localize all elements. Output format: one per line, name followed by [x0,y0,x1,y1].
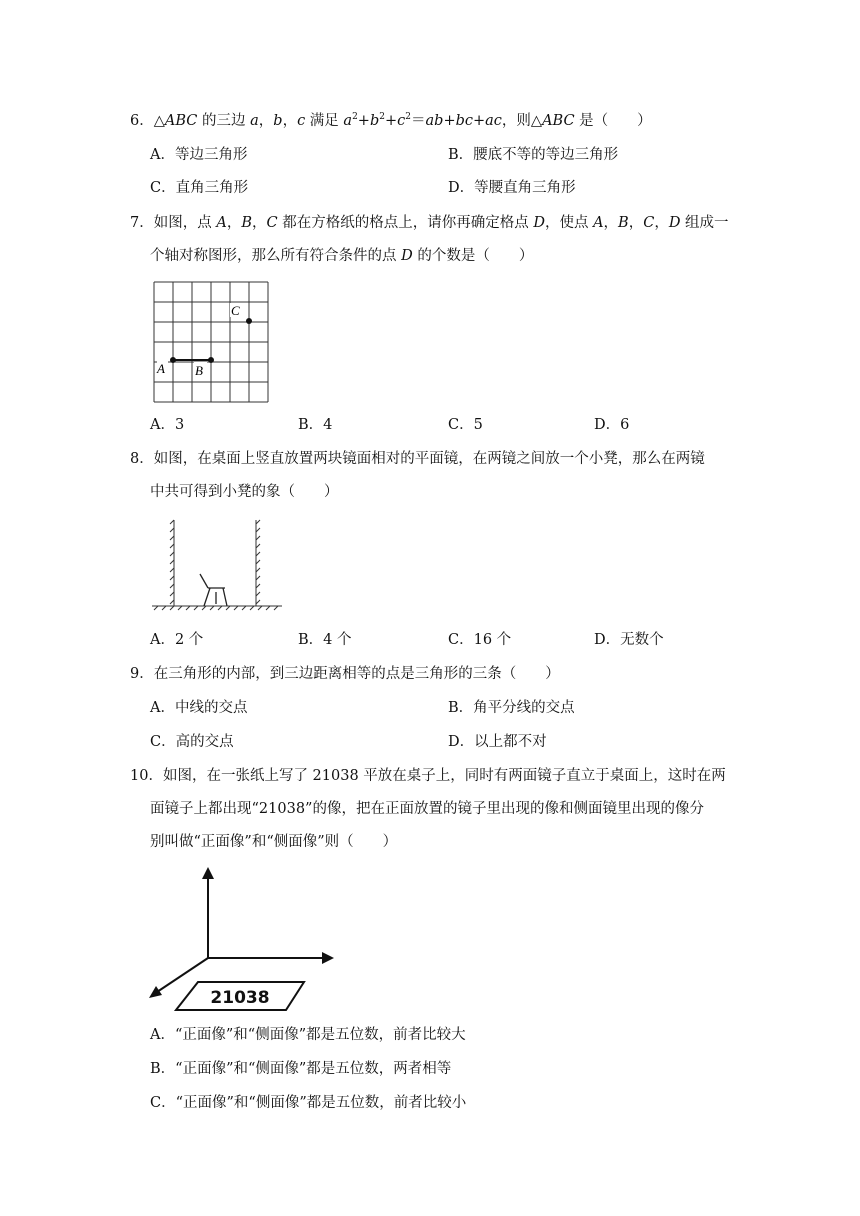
q9-option-a: A．中线的交点 [150,700,248,716]
label-b: B [195,363,203,378]
q7-option-b: B．4 [298,417,333,433]
q8-stem-line1: 8．如图，在桌面上竖直放置两块镜面相对的平面镜，在两镜之间放一个小凳，那么在两镜 [130,451,705,467]
label-c: C [231,303,240,318]
label-a: A [157,361,165,376]
q9-stem: 9．在三角形的内部，到三边距离相等的点是三角形的三条（ ） [130,666,560,682]
table-surface [152,606,282,610]
q8-option-c: C．16 个 [448,632,512,648]
q10-stem-line2: 面镜子上都出现“21038”的像，把在正面放置的镜子里出现的像和侧面镜里出现的像分 [150,801,704,817]
q6-option-b: B．腰底不等的等边三角形 [448,147,619,163]
q8-option-a: A．2 个 [150,632,204,648]
up-arrow-icon [202,867,214,879]
axes [154,874,326,994]
right-arrow-icon [322,952,334,964]
stool-icon [200,574,227,606]
q7-grid-figure [152,280,272,406]
q6-stem: 6．△ABC 的三边 a，b，c 满足 $a^2+b^2+c^2=ab+bc+ac$，则△ABC 是（ ） [130,112,652,129]
q8-option-d: D．无数个 [594,632,664,648]
q9-option-b: B．角平分线的交点 [448,700,575,716]
q6-option-c: C．直角三角形 [150,180,249,196]
left-mirror [170,520,174,606]
q9-option-c: C．高的交点 [150,734,234,750]
q6-option-a: A．等边三角形 [150,147,248,163]
grid-lines [154,282,268,402]
point-c [246,318,252,324]
q10-mirror-figure [146,864,338,1014]
q6-number: 6． [130,113,154,129]
q8-stem-line2: 中共可得到小凳的象（ ） [150,484,339,500]
q10-option-b: B．“正面像”和“侧面像”都是五位数，两者相等 [150,1061,452,1077]
q7-option-c: C．5 [448,417,483,433]
q7-option-d: D．6 [594,417,630,433]
point-a [170,357,176,363]
q7-option-a: A．3 [150,417,185,433]
q8-option-b: B．4 个 [298,632,352,648]
q9-option-d: D．以上都不对 [448,734,547,750]
q10-stem-line3: 别叫做“正面像”和“侧面像”则（ ） [150,834,398,850]
q10-option-c: C．“正面像”和“侧面像”都是五位数，前者比较小 [150,1095,467,1111]
paper-number: 21038 [210,988,270,1008]
q6-option-d: D．等腰直角三角形 [448,180,576,196]
down-left-arrow-icon [149,986,162,998]
q7-stem-line1: 7．如图，点 A，B，C 都在方格纸的格点上，请你再确定格点 D，使点 A，B，C，D 组成一 [130,215,729,231]
q10-option-a: A．“正面像”和“侧面像”都是五位数，前者比较大 [150,1027,466,1043]
q7-stem-line2: 个轴对称图形，那么所有符合条件的点 D 的个数是（ ） [150,248,534,264]
right-mirror [256,520,260,606]
q10-stem-line1: 10．如图，在一张纸上写了 21038 平放在桌子上，同时有两面镜子直立于桌面上，这时在两 [130,768,726,784]
q8-mirror-figure [150,516,284,612]
point-b [208,357,214,363]
